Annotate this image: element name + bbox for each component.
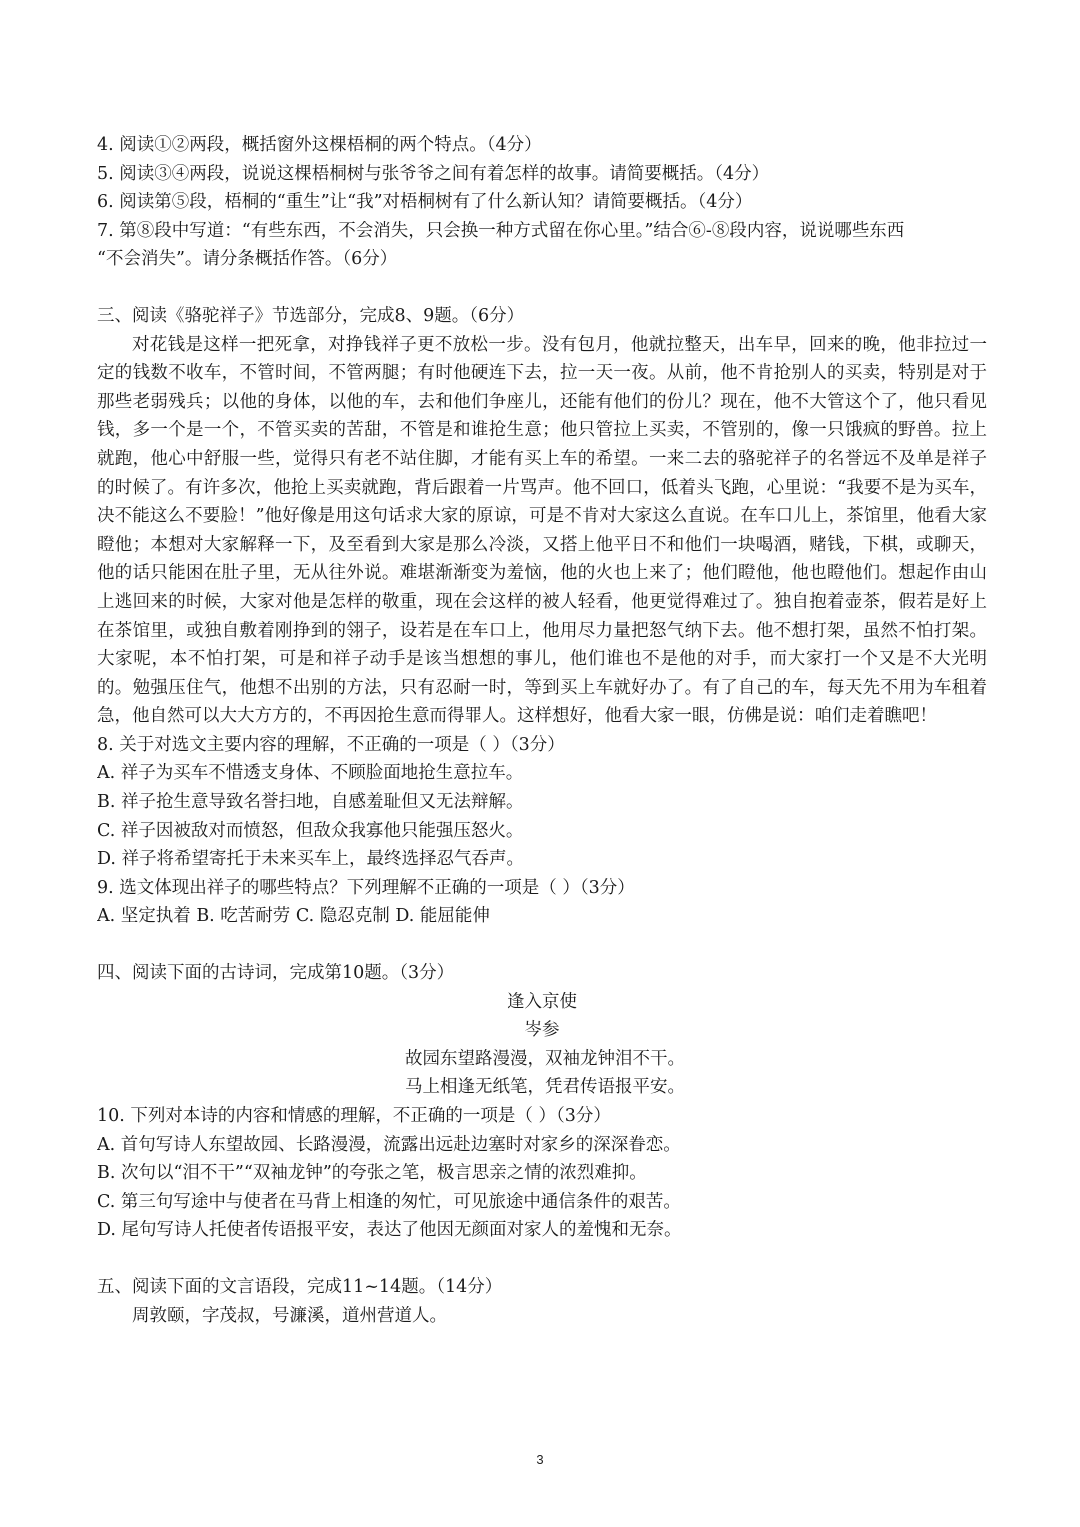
section-5-first-line: 周敦颐，字茂叔，号濂溪，道州营道人。 [132, 1305, 447, 1326]
section-4-heading: 四、阅读下面的古诗词，完成第10题。（3分） [97, 963, 455, 984]
question-8-option-d: D. 祥子将希望寄托于未来买车上，最终选择忍气吞声。 [97, 849, 525, 870]
question-8-option-c: C. 祥子因被敌对而愤怒，但敌众我寡他只能强压怒火。 [97, 820, 524, 841]
spacer [97, 1245, 987, 1273]
question-8-stem: 8. 关于对选文主要内容的理解，不正确的一项是（ ）（3分） [97, 734, 565, 755]
question-4: 4. 阅读①②两段，概括窗外这棵梧桐的两个特点。（4分） [97, 135, 542, 155]
question-9-stem: 9. 选文体现出祥子的哪些特点？下列理解不正确的一项是（ ）（3分） [97, 877, 635, 898]
question-10-option-b: B. 次句以“泪不干”“双袖龙钟”的夸张之笔，极言思亲之情的浓烈难抑。 [97, 1163, 647, 1184]
section-3-heading: 三、阅读《骆驼祥子》节选部分，完成8、9题。（6分） [97, 305, 525, 326]
section-5-heading: 五、阅读下面的文言语段，完成11~14题。（14分） [97, 1276, 503, 1297]
poem-line-2: 马上相逢无纸笔，凭君传语报平安。 [405, 1077, 685, 1098]
question-10-option-c: C. 第三句写途中与使者在马背上相逢的匆忙，可见旅途中通信条件的艰苦。 [97, 1191, 681, 1212]
question-7-line-2: “不会消失”。请分条概括作答。（6分） [97, 249, 398, 270]
question-8-option-b: B. 祥子抢生意导致名誉扫地，自感羞耻但又无法辩解。 [97, 792, 524, 813]
question-10-stem: 10. 下列对本诗的内容和情感的理解，不正确的一项是（ ）（3分） [97, 1106, 611, 1126]
spacer [97, 931, 987, 959]
question-10-option-d: D. 尾句写诗人托使者传语报平安，表达了他因无颜面对家人的羞愧和无奈。 [97, 1220, 682, 1241]
page-number: 3 [536, 1452, 544, 1467]
poem-author: 岑参 [524, 1020, 560, 1041]
section-3-passage: 对花钱是这样一把死拿，对挣钱祥子更不放松一步。没有包月，他就拉整天，出车早，回来的晚，他非拉过一定的钱数不收车，不管时间，不管两腿；有时他硬连下去，拉一天一夜。从前，他不肯抢别人的买卖，特别是对于那些老弱残兵；以他的身体，以他的车，去和他们争座儿，还能有他们的份儿？现在，他不大管这个了，他只看见钱，多一个是一个，不管买卖的苦甜，不管是和谁抢生意；他只管拉上买卖，不管别的，像一只饿疯的野兽。拉上就跑，他心中舒服一些，觉得只有老不站住脚，才能有买上车的希望。一来二去的骆驼祥子的名誉远不及单是祥子的时候了。有许多次，他抢上买卖就跑，背后跟着一片骂声。他不回口，低着头飞跑，心里说：“我要不是为买车，决不能这么不要脸！”他好像是用这句话求大家的原谅，可是不肯对大家这么直说。在车口儿上，茶馆里，他看大家瞪他；本想对大家解释一下，及至看到大家是那么冷淡，又搭上他平日不和他们一块喝酒，赌钱，下棋，或聊天，他的话只能困在肚子里，无从往外说。难堪渐渐变为羞恼，他的火也上来了；他们瞪他，他也瞪他们。想起作由山上逃回来的时候，大家对他是怎样的敬重，现在会这样的被人轻看，他更觉得难过了。独自抱着壶茶，假若是好上在茶馆里，或独自敷着刚挣到的翎子，设若是在车口上，他用尽力量把怒气纳下去。他不想打架，虽然不怕打架。大家呢，本不怕打架，可是和祥子动手是该当想想的事儿，他们谁也不是他的对手，而大家打一个又是不大光明的。勉强压住气，他想不出别的方法，只有忍耐一时，等到买上车就好办了。有了自己的车，每天先不用为车租着急，他自然可以大大方方的，不再因抢生意而得罪人。这样想好，他看大家一眼，仿佛是说：咱们走着瞧吧！ [97, 334, 987, 727]
poem-line-1: 故园东望路漫漫，双袖龙钟泪不干。 [405, 1048, 685, 1069]
question-5: 5. 阅读③④两段，说说这棵梧桐树与张爷爷之间有着怎样的故事。请简要概括。（4分） [97, 163, 770, 184]
question-9-options: A. 坚定执着 B. 吃苦耐劳 C. 隐忍克制 D. 能屈能伸 [97, 906, 490, 927]
poem-title: 逢入京使 [507, 991, 577, 1012]
question-6: 6. 阅读第⑤段，梧桐的“重生”让“我”对梧桐树有了什么新认知？请简要概括。（4分） [97, 192, 753, 213]
question-10-option-a: A. 首句写诗人东望故园、长路漫漫，流露出远赴边塞时对家乡的深深眷恋。 [97, 1134, 681, 1155]
question-8-option-a: A. 祥子为买车不惜透支身体、不顾脸面地抢生意拉车。 [97, 763, 524, 784]
spacer [97, 274, 987, 302]
question-7-line-1: 7. 第⑧段中写道：“有些东西，不会消失，只会换一种方式留在你心里。”结合⑥-⑧段内容，说说哪些东西 [97, 220, 905, 241]
exam-page [97, 131, 987, 1330]
